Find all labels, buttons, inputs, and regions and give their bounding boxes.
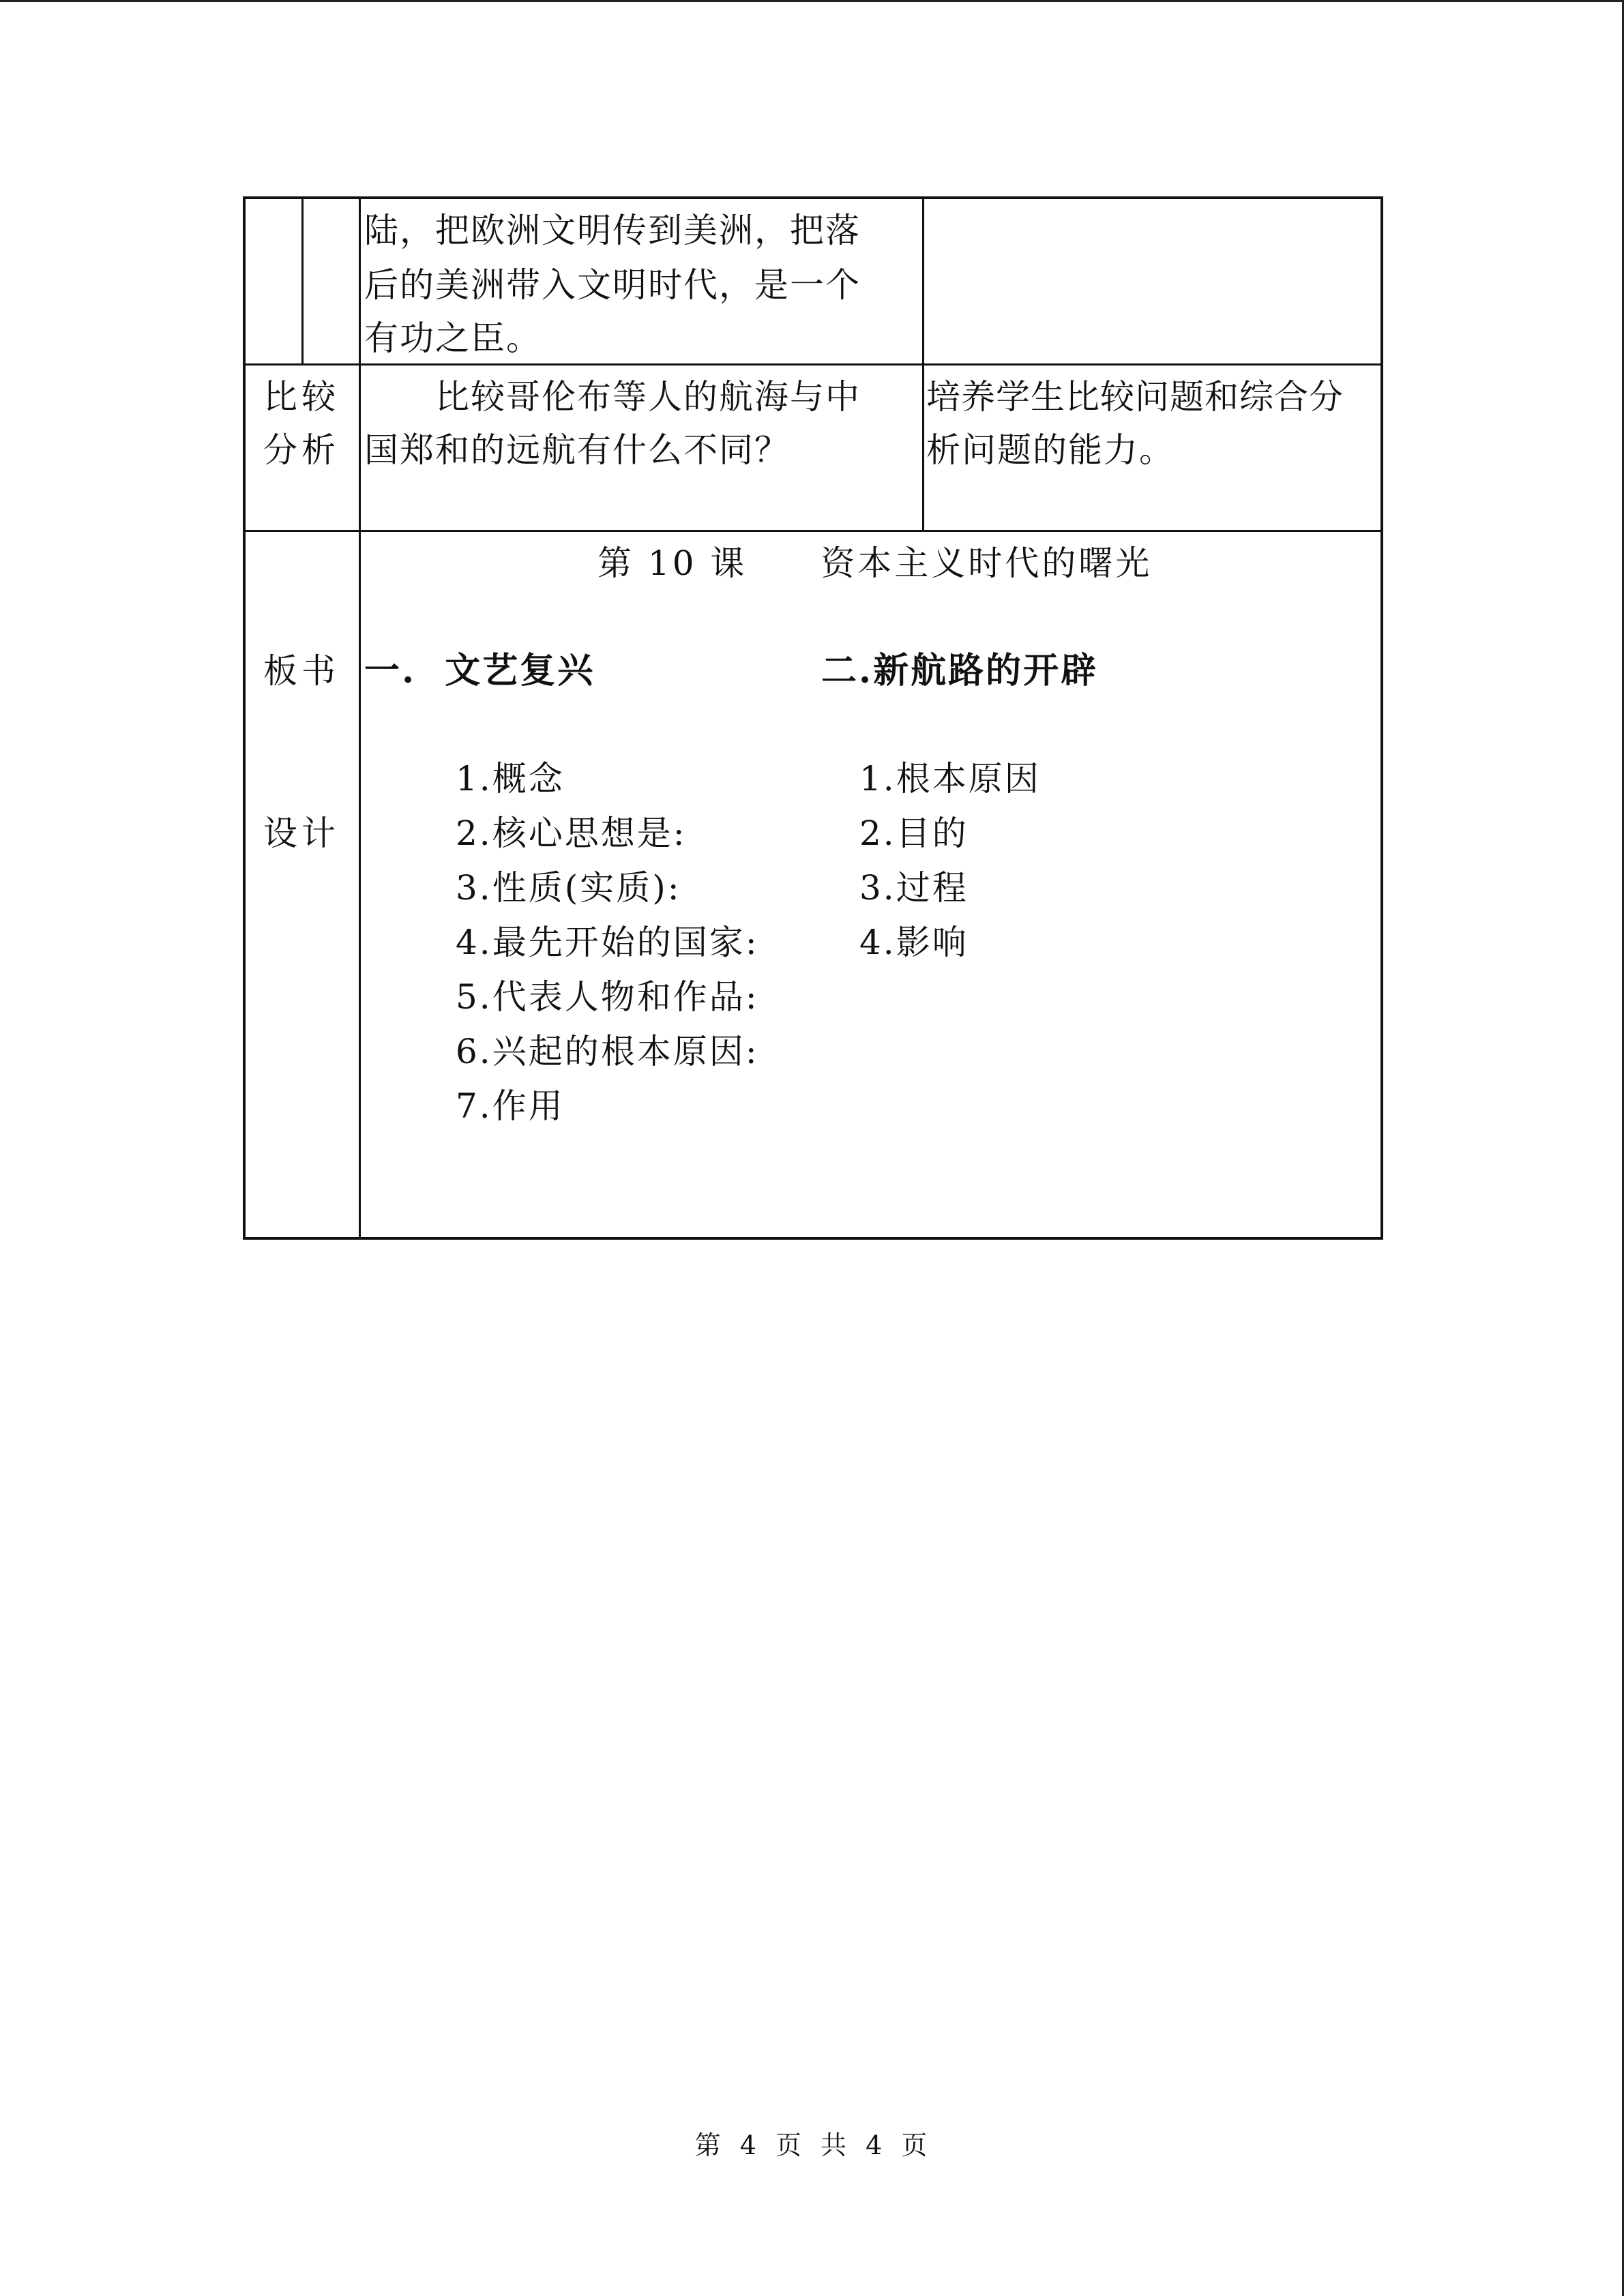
lesson-plan-table xyxy=(243,196,1383,1240)
row1-content-line-2: 后的美洲带入文明时代，是一个 xyxy=(364,265,861,305)
col-divider-note xyxy=(922,199,924,531)
row2-content-line-1: 比较哥伦布等人的航海与中 xyxy=(364,377,861,417)
section1-item-4: 4.最先开始的国家: xyxy=(456,923,759,962)
row2-note-line-2: 析问题的能力。 xyxy=(926,430,1175,470)
col-divider-inner-label xyxy=(301,199,304,364)
section2-item-1: 1.根本原因 xyxy=(859,759,1041,799)
section2-item-2: 2.目的 xyxy=(859,814,969,853)
section1-heading: 一. 文艺复兴 xyxy=(364,650,595,691)
row2-label-line-1: 比较 xyxy=(263,377,340,417)
board-title: 第 10 课 资本主义时代的曙光 xyxy=(597,543,1153,583)
section2-item-3: 3.过程 xyxy=(859,868,969,908)
page-footer: 第 4 页 共 4 页 xyxy=(694,2130,930,2160)
row1-content-line-1: 陆，把欧洲文明传到美洲，把落 xyxy=(364,211,861,250)
board-label-top: 板书 xyxy=(263,651,340,691)
section1-item-3: 3.性质(实质): xyxy=(456,868,681,908)
row-divider-2 xyxy=(246,530,1381,532)
page-top-border xyxy=(0,0,1624,2)
section1-item-2: 2.核心思想是: xyxy=(456,814,687,853)
section1-item-5: 5.代表人物和作品: xyxy=(456,977,759,1017)
section1-item-7: 7.作用 xyxy=(456,1086,565,1126)
row2-content-line-2: 国郑和的远航有什么不同？ xyxy=(364,430,790,470)
section2-item-4: 4.影响 xyxy=(859,923,969,962)
row2-label-line-2: 分析 xyxy=(263,430,340,470)
section1-item-6: 6.兴起的根本原因: xyxy=(456,1032,759,1071)
row1-content-line-3: 有功之臣。 xyxy=(364,318,542,358)
board-label-bottom: 设计 xyxy=(263,814,340,853)
section1-item-1: 1.概念 xyxy=(456,759,565,799)
section2-heading: 二.新航路的开辟 xyxy=(821,650,1099,691)
row2-note-line-1: 培养学生比较问题和综合分 xyxy=(926,377,1344,417)
col-divider-label xyxy=(359,199,361,1237)
